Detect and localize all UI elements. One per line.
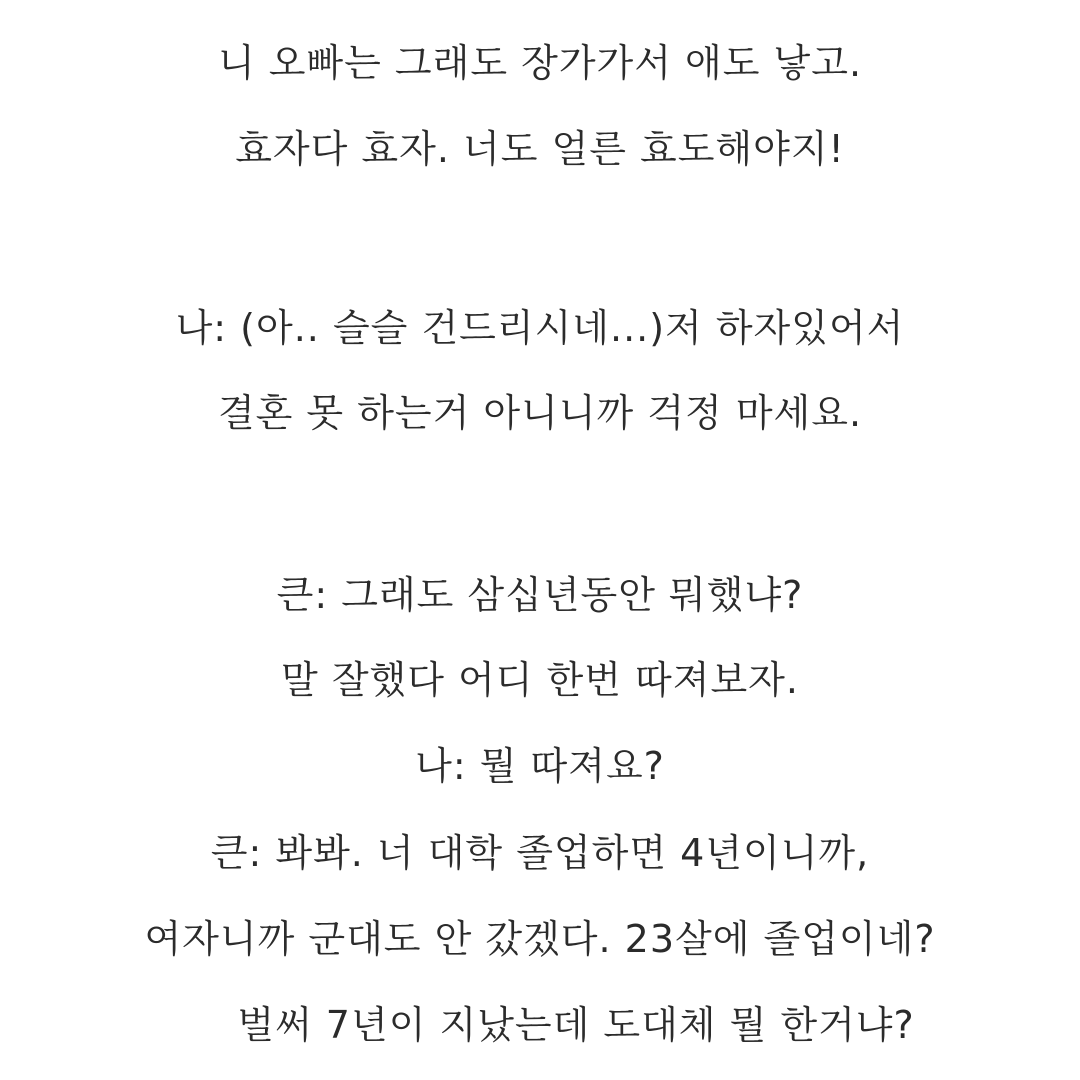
dialogue-line: 큰: 그래도 삼십년동안 뭐했냐? [276,573,804,617]
dialogue-line: 여자니까 군대도 안 갔겠다. 23살에 졸업이네? [144,917,936,961]
dialogue-line: 큰: 봐봐. 너 대학 졸업하면 4년이니까, [210,831,870,875]
dialogue-line: 효자다 효자. 너도 얼른 효도해야지! [235,127,845,171]
dialogue-line: 결혼 못 하는거 아니니까 걱정 마세요. [217,391,863,435]
dialogue-line: 니 오빠는 그래도 장가가서 애도 낳고. [217,41,863,85]
dialogue-line: 말 잘했다 어디 한번 따져보자. [281,658,799,702]
dialogue-line: 나: (아.. 슬슬 건드리시네...)저 하자있어서 [175,306,905,350]
dialogue-line: 벌써 7년이 지났는데 도대체 뭘 한거냐? [237,1003,915,1047]
dialogue-line: 나: 뭘 따져요? [415,744,665,788]
